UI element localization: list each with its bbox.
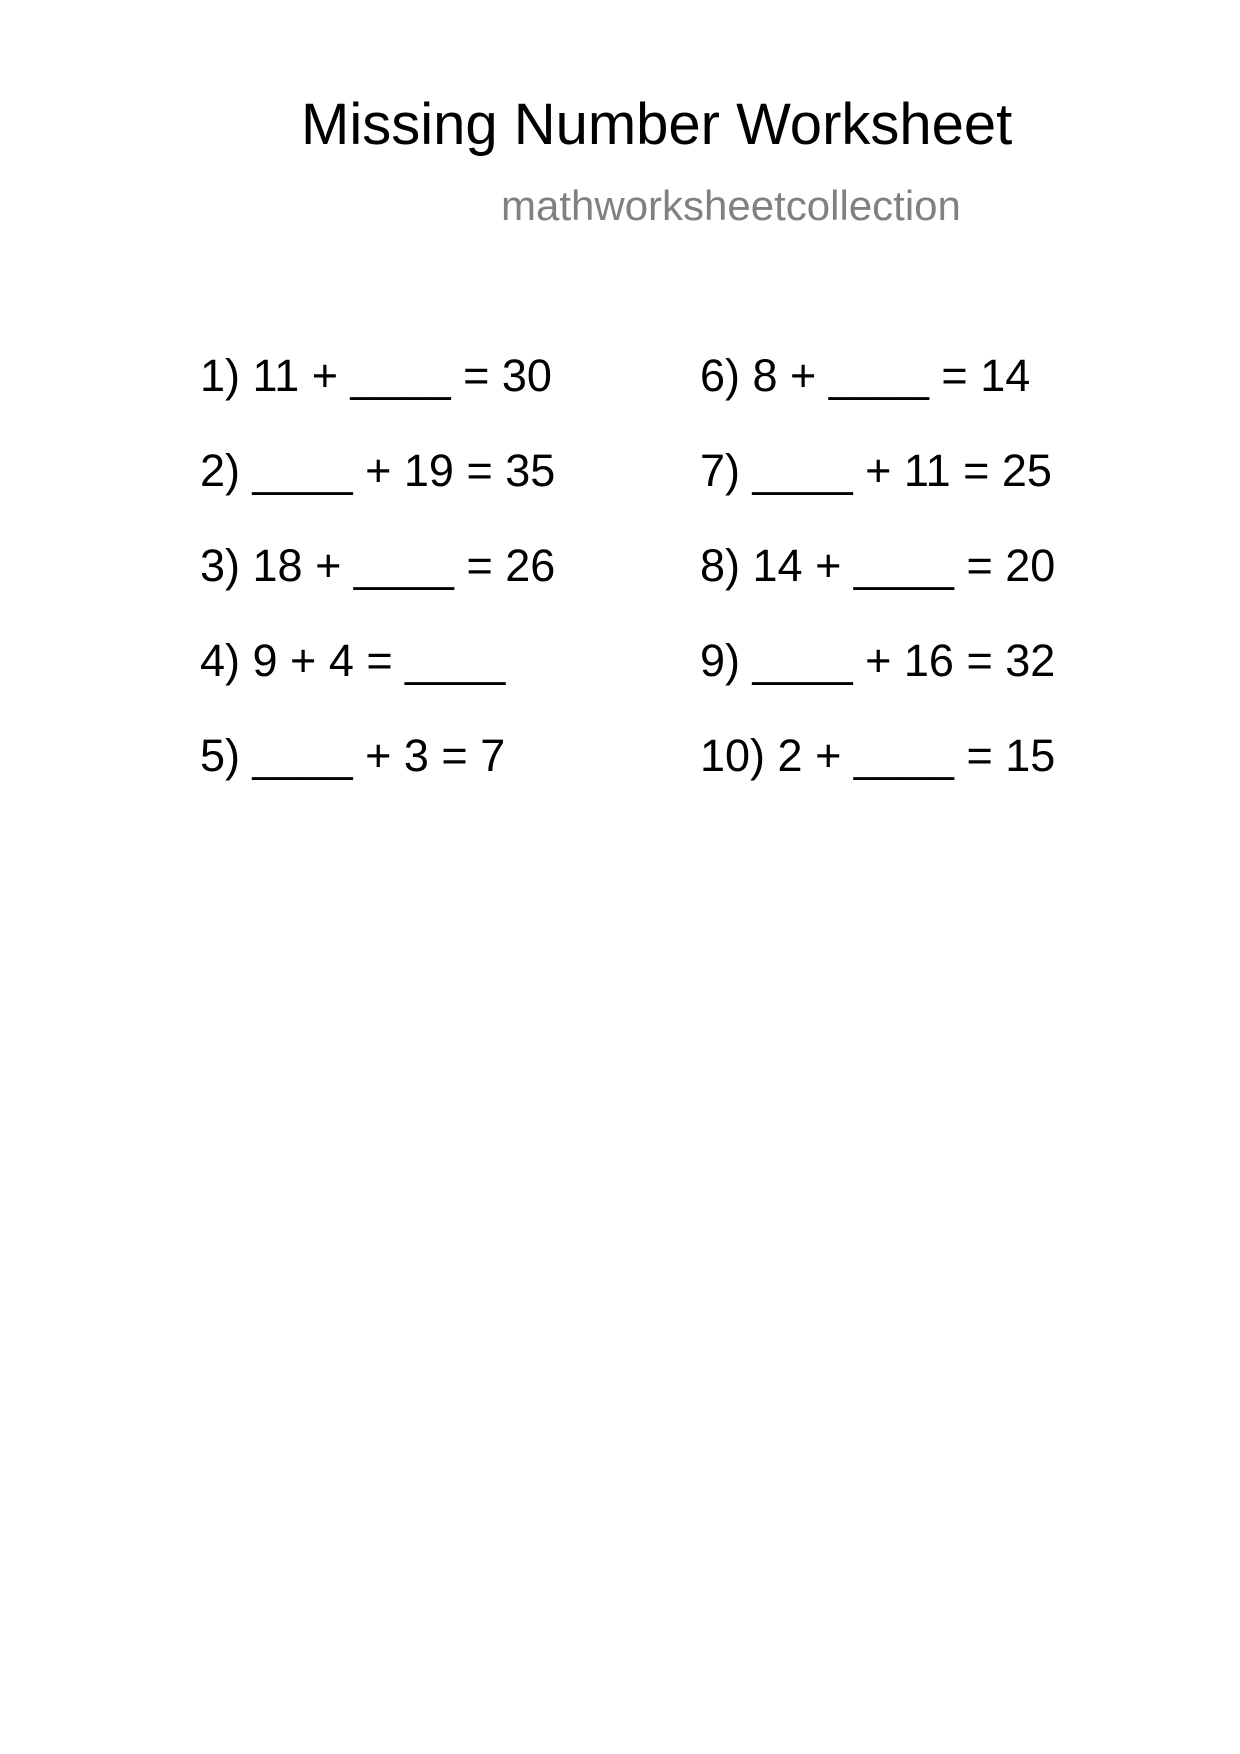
problem-8: 8) 14 + ____ = 20 [700, 540, 1056, 591]
problem-7: 7) ____ + 11 = 25 [700, 445, 1052, 496]
problem-2: 2) ____ + 19 = 35 [200, 445, 556, 496]
problem-5: 5) ____ + 3 = 7 [200, 730, 506, 781]
worksheet-subtitle: mathworksheetcollection [501, 182, 961, 229]
problem-1: 1) 11 + ____ = 30 [200, 350, 552, 401]
problem-6: 6) 8 + ____ = 14 [700, 350, 1031, 401]
worksheet-title: Missing Number Worksheet [301, 92, 1013, 157]
problem-4: 4) 9 + 4 = ____ [200, 635, 506, 686]
problem-3: 3) 18 + ____ = 26 [200, 540, 556, 591]
problem-9: 9) ____ + 16 = 32 [700, 635, 1056, 686]
problem-10: 10) 2 + ____ = 15 [700, 730, 1056, 781]
